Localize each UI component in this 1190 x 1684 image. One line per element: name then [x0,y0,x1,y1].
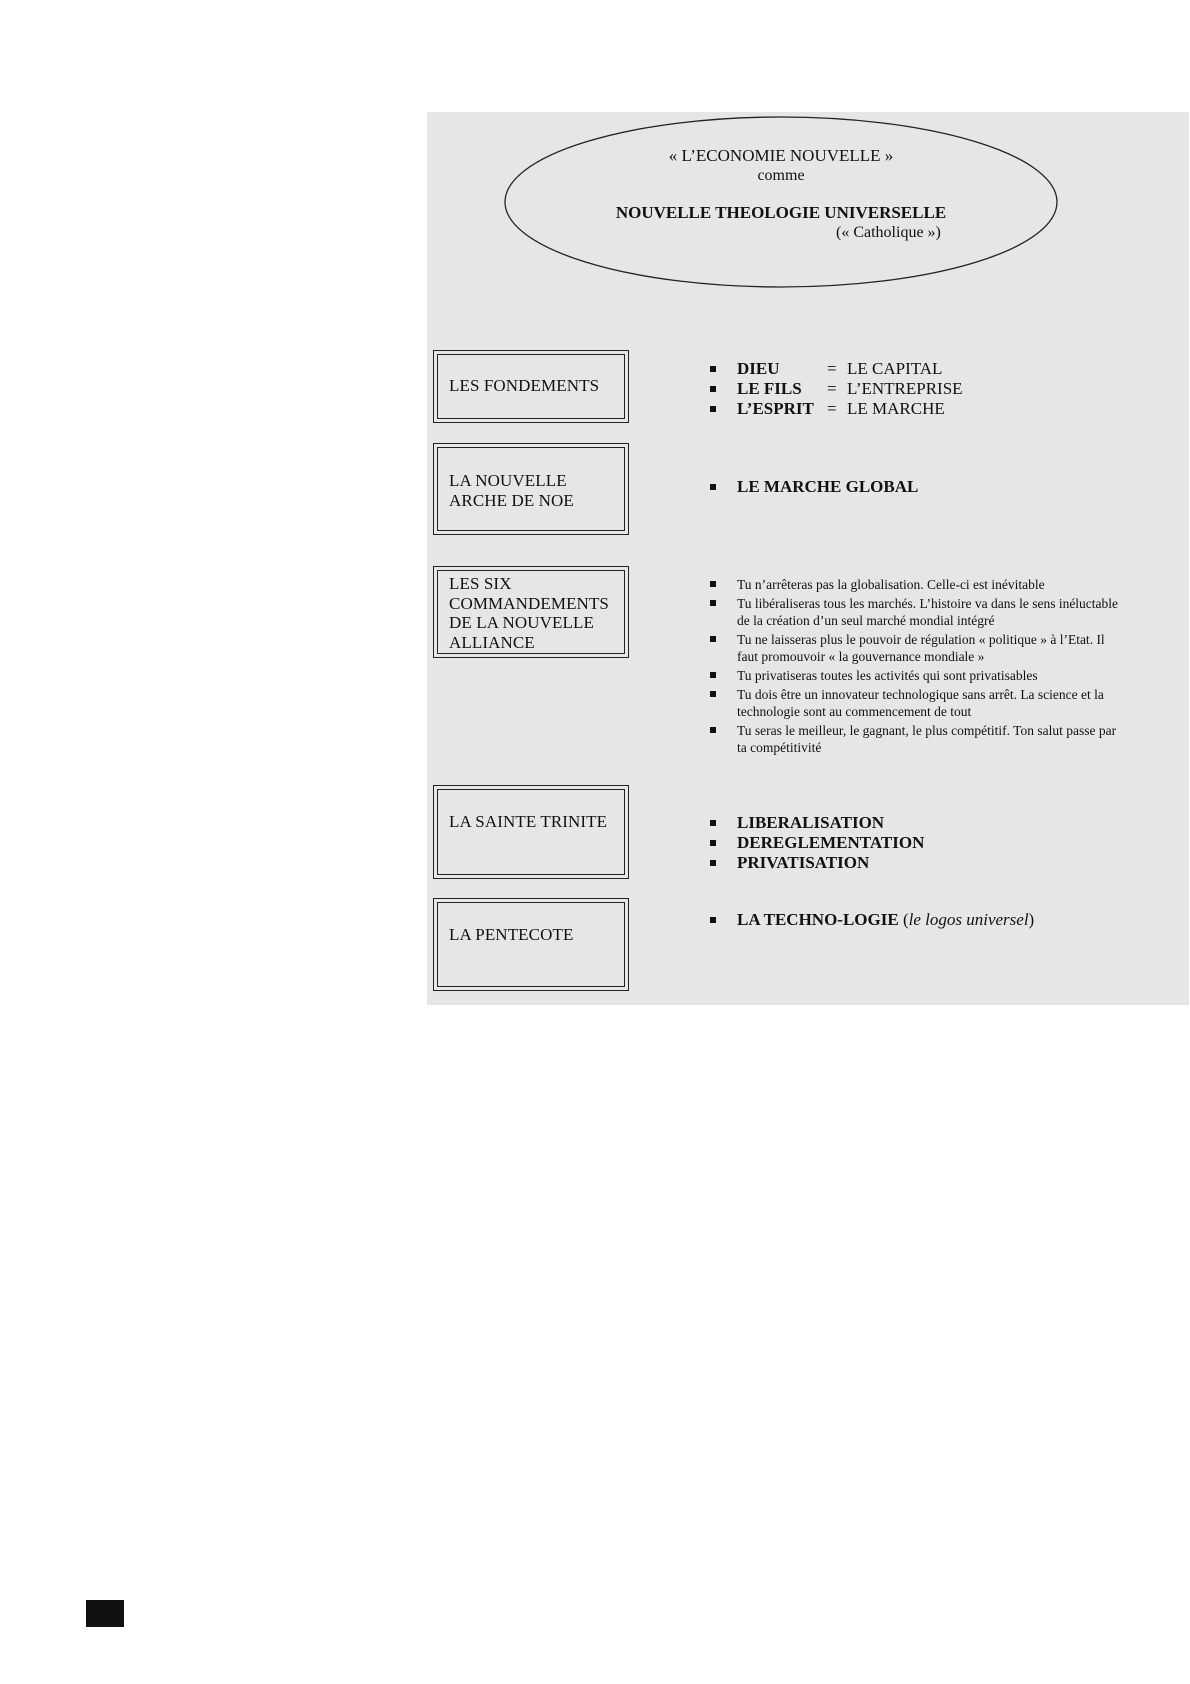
equals-sign: = [827,379,837,398]
list-item-privatisation: PRIVATISATION [710,853,924,873]
item-italic: le logos universel [908,910,1029,929]
equals-sign: = [827,359,837,378]
title-line-comme: comme [757,167,805,184]
list-pentecote [710,910,1034,930]
item-value: LE CAPITAL [847,359,943,378]
box-label-fondements: LES FONDEMENTS [449,376,600,395]
title-line-theologie: NOUVELLE THEOLOGIE UNIVERSELLE [615,203,947,222]
box-six-commandements [433,566,629,658]
box-inner-border [437,789,625,875]
box-label-arche-de-noe: LA NOUVELLE ARCHE DE NOE [449,471,574,510]
list-fondements [710,359,963,419]
box-fondements [433,350,629,423]
commandment-item: Tu libéraliseras tous les marchés. L’histoire va dans le sens inéluctable de la création d’un seul marché mondial intégré [710,595,1125,629]
title-oval-text [503,115,1059,290]
commandment-item: Tu privatiseras toutes les activités qui sont privatisables [710,667,1125,684]
commandment-item: Tu seras le meilleur, le gagnant, le plus compétitif. Ton salut passe par ta compétitivité [710,722,1125,756]
list-item-fils [710,379,963,399]
title-line-catholique: (« Catholique ») [836,224,941,241]
list-arche-de-noe [710,477,918,497]
item-key: LE FILS [737,379,802,398]
title-line-economie: « L’ECONOMIE NOUVELLE » [668,146,894,165]
box-arche-de-noe [433,443,629,535]
box-label-six-commandements: LES SIX COMMANDEMENTS DE LA NOUVELLE ALLIANCE [449,574,609,652]
item-main: LA TECHNO-LOGIE [737,910,899,929]
commandment-item: Tu ne laisseras plus le pouvoir de régulation « politique » à l’Etat. Il faut promouvoir « la gouvernance mondiale » [710,631,1125,665]
equals-sign: = [827,399,837,418]
list-item-dereglementation: DEREGLEMENTATION [710,833,924,853]
commandment-item: Tu dois être un innovateur technologique sans arrêt. La science et la technologie sont au commencement de tout [710,686,1125,720]
list-item-dieu [710,359,963,379]
item-value: LE MARCHE [847,399,945,418]
box-inner-border [437,902,625,987]
list-item-esprit [710,399,963,419]
list-item-techno-logie [710,910,1034,930]
list-item-marche-global: LE MARCHE GLOBAL [710,477,918,497]
list-item-liberalisation: LIBERALISATION [710,813,924,833]
box-label-pentecote: LA PENTECOTE [449,925,574,944]
item-paren-open: ( [898,910,909,929]
list-sainte-trinite [710,813,924,873]
page-corner-block [86,1600,124,1627]
item-key: DIEU [737,359,780,378]
box-sainte-trinite [433,785,629,879]
commandment-item: Tu n’arrêteras pas la globalisation. Celle-ci est inévitable [710,576,1125,593]
box-label-sainte-trinite: LA SAINTE TRINITE [449,812,608,831]
item-paren-close: ) [1028,910,1035,929]
box-pentecote [433,898,629,991]
item-key: L’ESPRIT [737,399,814,418]
list-commandements [710,576,1125,758]
item-value: L’ENTREPRISE [847,379,963,398]
